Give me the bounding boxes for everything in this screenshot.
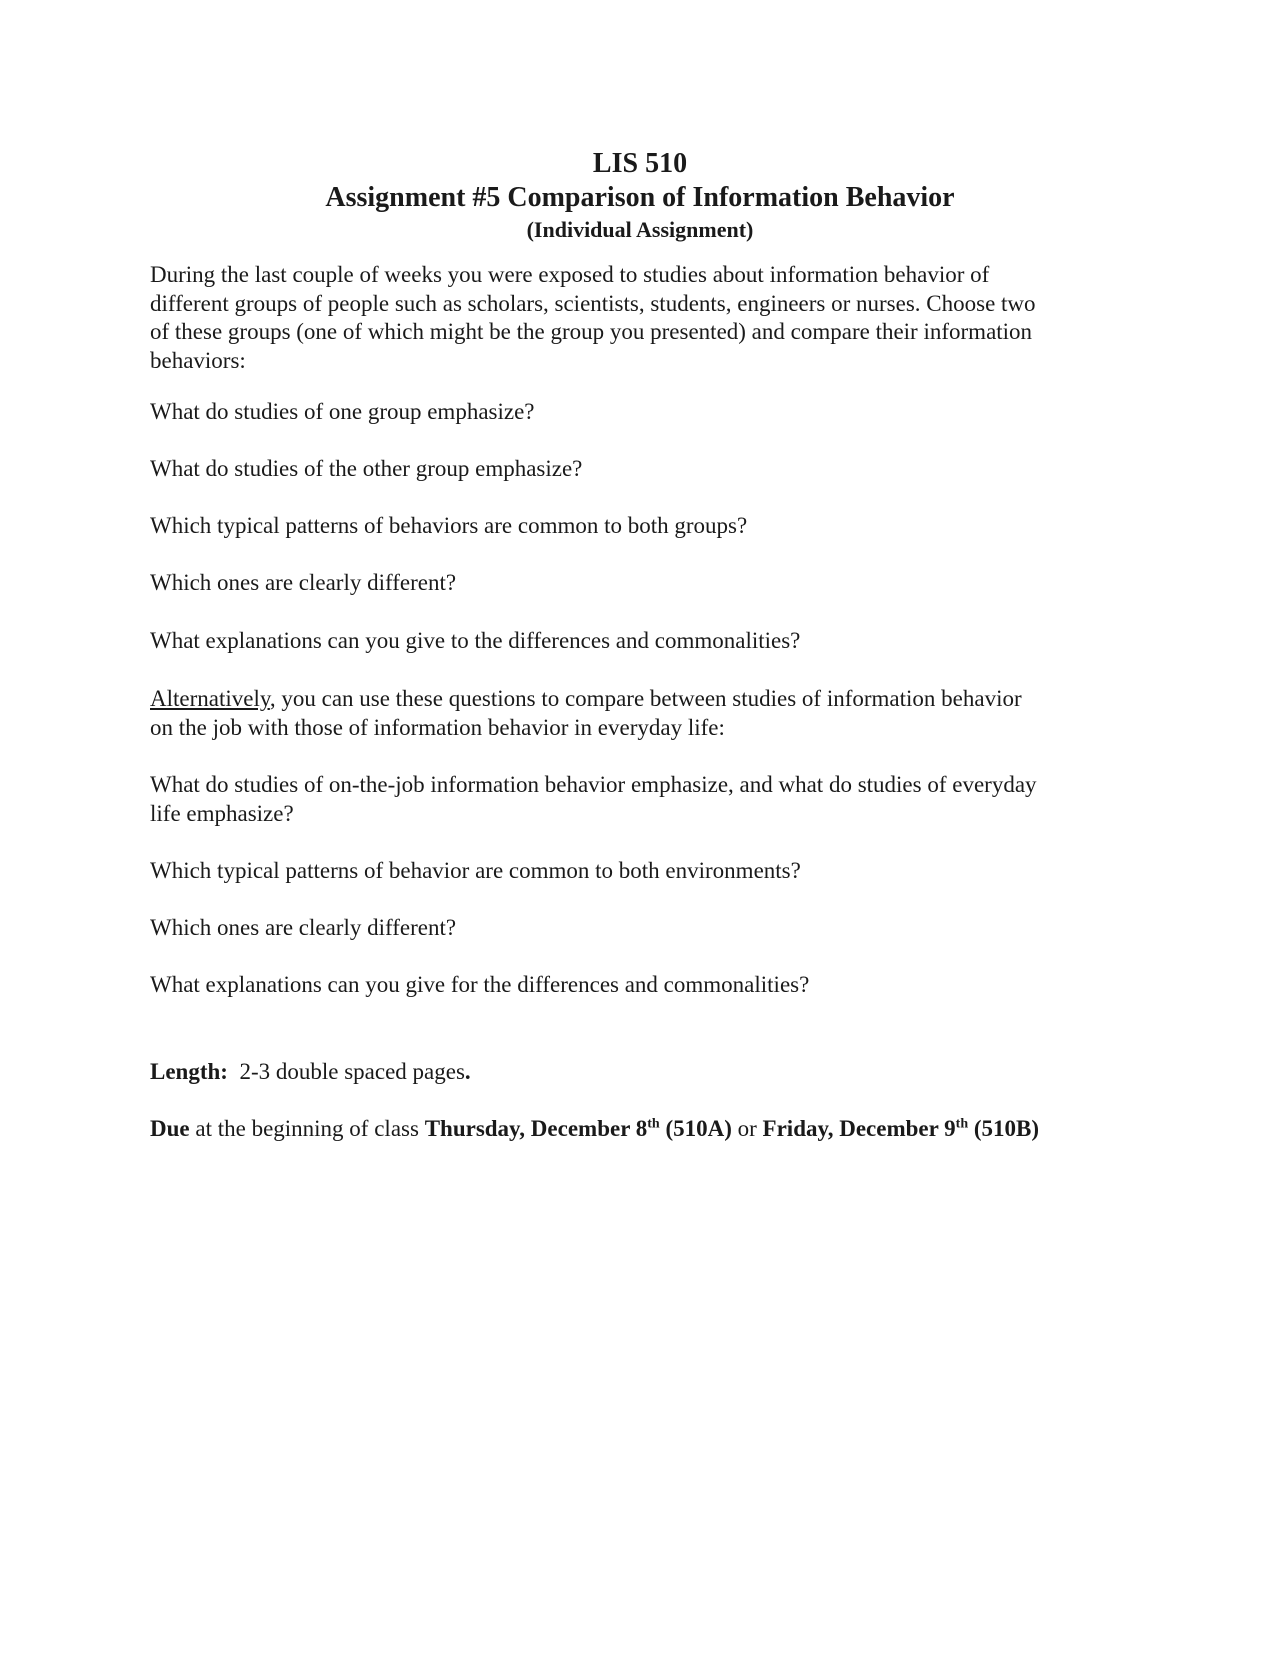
question-item: Which ones are clearly different? xyxy=(150,570,457,595)
question-item: What do studies of the other group emphasize? xyxy=(150,456,583,481)
intro-line: During the last couple of weeks you were exposed to studies about information behavior of xyxy=(150,262,990,287)
question-item: What do studies of one group emphasize? xyxy=(150,399,535,424)
intro-paragraph xyxy=(150,261,1130,375)
due-or: or xyxy=(731,1116,763,1141)
intro-line: different groups of people such as scholars, scientists, students, engineers or nurses. Choose two xyxy=(150,290,1036,316)
question-item: What explanations can you give for the differences and commonalities? xyxy=(150,972,810,997)
length-value: 2-3 double spaced pages xyxy=(227,1059,465,1084)
due-date-thursday: Thursday, December 8th (510A) xyxy=(424,1116,732,1141)
assignment-subtitle: (Individual Assignment) xyxy=(526,217,754,242)
question-item: Which ones are clearly different? xyxy=(150,915,457,940)
alternative-line xyxy=(150,685,1130,714)
alternatively-underlined: Alternatively xyxy=(150,686,270,711)
question-item: Which typical patterns of behavior are common to both environments? xyxy=(150,858,801,883)
due-date-friday: Friday, December 9th (510B) xyxy=(762,1116,1040,1141)
question-line: What do studies of on-the-job information behavior emphasize, and what do studies of everyday xyxy=(150,772,1037,797)
due-label: Due xyxy=(150,1116,190,1141)
question-item: What explanations can you give to the differences and commonalities? xyxy=(150,628,801,653)
due-line xyxy=(150,1115,1150,1144)
question-item: Which typical patterns of behaviors are common to both groups? xyxy=(150,513,748,538)
alternative-line: on the job with those of information behavior in everyday life: xyxy=(150,714,725,740)
alternative-text: , you can use these questions to compare between studies of information behavior xyxy=(269,686,1022,711)
intro-line: of these groups (one of which might be the group you presented) and compare their information xyxy=(150,319,1033,344)
intro-line: behaviors: xyxy=(150,347,246,373)
due-text: at the beginning of class xyxy=(189,1116,425,1141)
length-label: Length: xyxy=(150,1059,228,1084)
length-period: . xyxy=(464,1059,471,1084)
course-code: LIS 510 xyxy=(592,148,688,179)
question-line: life emphasize? xyxy=(150,800,294,826)
length-line xyxy=(150,1058,1130,1087)
question-item xyxy=(150,771,1130,828)
alternative-paragraph xyxy=(150,685,1130,742)
assignment-title: Assignment #5 Comparison of Information Behavior xyxy=(325,182,955,213)
